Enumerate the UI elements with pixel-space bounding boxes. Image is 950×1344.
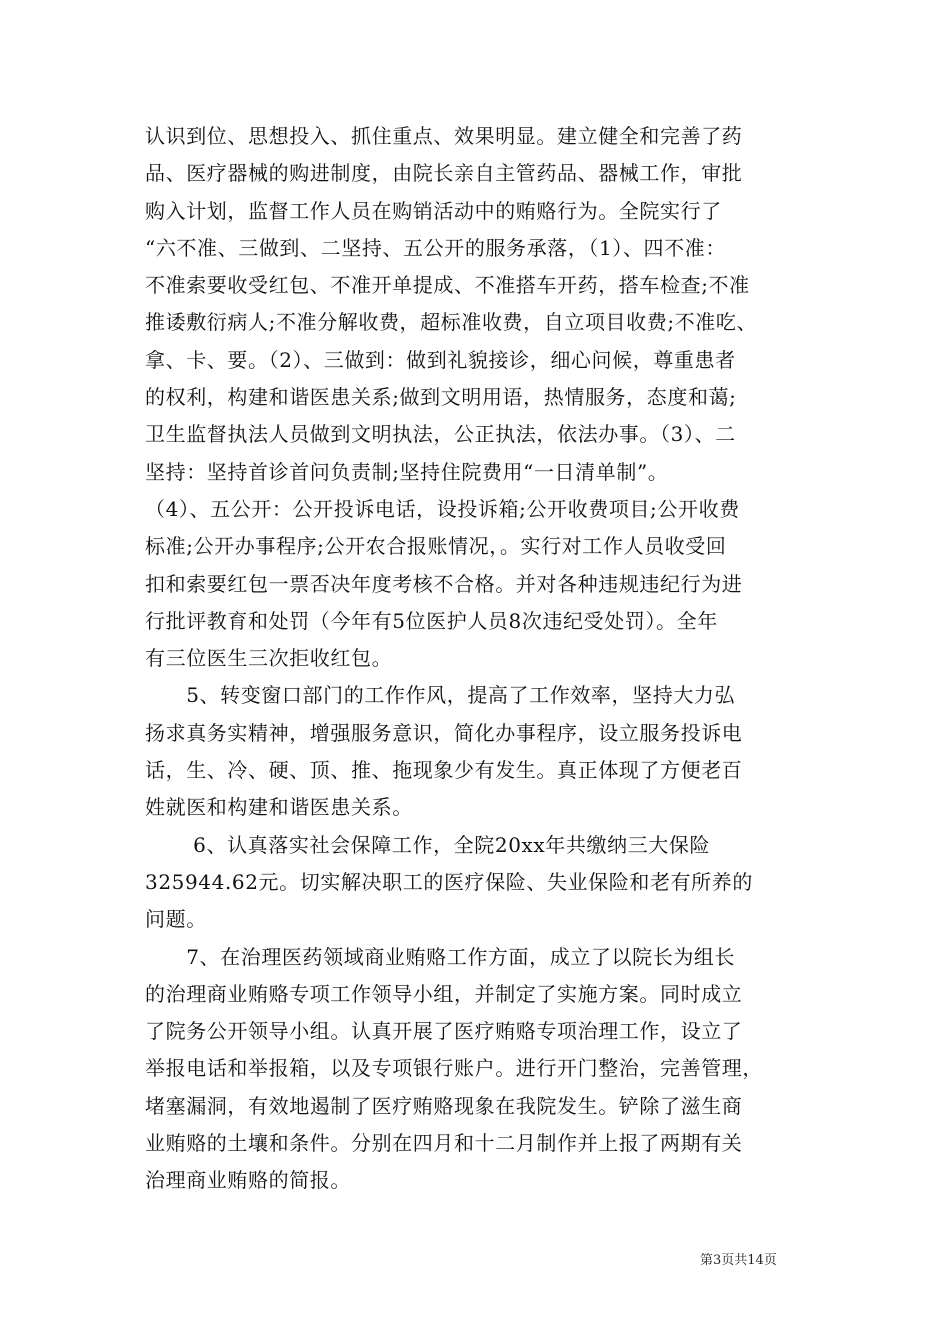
text-line: 行批评教育和处罚（今年有5位医护人员8次违纪受处罚）。全年 — [145, 608, 718, 633]
text-line: 坚持：坚持首诊首问负责制;坚持住院费用“一日清单制”。 — [145, 459, 669, 484]
text-line: 举报电话和举报箱，以及专项银行账户。进行开门整治，完善管理， — [145, 1056, 763, 1081]
text-line: 有三位医生三次拒收红包。 — [145, 646, 393, 671]
text-line: 不准索要收受红包、不准开单提成、不准搭车开药，搭车检查;不准 — [145, 273, 750, 298]
body-text — [145, 118, 810, 1200]
text-line: 购入计划，监督工作人员在购销活动中的贿赂行为。全院实行了 — [145, 198, 722, 223]
text-line: 6、认真落实社会保障工作，全院20xx年共缴纳三大保险 — [145, 832, 711, 857]
text-line: 业贿赂的土壤和条件。分别在四月和十二月制作并上报了两期有关 — [145, 1131, 743, 1156]
text-line: 325944.62元。切实解决职工的医疗保险、失业保险和老有所养的 — [145, 869, 753, 894]
text-line: 的治理商业贿赂专项工作领导小组，并制定了实施方案。同时成立 — [145, 981, 743, 1006]
text-line: 扬求真务实精神，增强服务意识，简化办事程序，设立服务投诉电 — [145, 720, 743, 745]
text-line: 姓就医和构建和谐医患关系。 — [145, 795, 413, 820]
text-line: 品、医疗器械的购进制度，由院长亲自主管药品、器械工作，审批 — [145, 161, 743, 186]
text-line: 卫生监督执法人员做到文明执法，公正执法，依法办事。（3）、二 — [145, 422, 736, 447]
text-line: 标准;公开办事程序;公开农合报账情况，。实行对工作人员收受回 — [145, 534, 727, 559]
text-line: “六不准、三做到、二坚持、五公开的服务承落，（1）、四不准： — [145, 235, 726, 260]
text-line: 拿、卡、要。（2）、三做到：做到礼貌接诊，细心问候，尊重患者 — [145, 347, 736, 372]
text-line: 堵塞漏洞，有效地遏制了医疗贿赂现象在我院发生。铲除了滋生商 — [145, 1093, 743, 1118]
text-line: 问题。 — [145, 907, 207, 932]
page-footer: 第3页共14页 — [700, 1253, 777, 1268]
text-line: 5、转变窗口部门的工作作风，提高了工作效率，坚持大力弘 — [145, 683, 736, 708]
text-line: 扣和索要红包一票否决年度考核不合格。并对各种违规违纪行为进 — [145, 571, 743, 596]
text-line: 推诿敷衍病人;不准分解收费，超标准收费，自立项目收费;不准吃、 — [145, 310, 758, 335]
text-line: 了院务公开领导小组。认真开展了医疗贿赂专项治理工作，设立了 — [145, 1019, 743, 1044]
text-line: （4）、五公开：公开投诉电话，设投诉箱;公开收费项目;公开收费 — [145, 496, 740, 521]
text-line: 话，生、冷、硬、顶、推、拖现象少有发生。真正体现了方便老百 — [145, 758, 743, 783]
text-line: 治理商业贿赂的简报。 — [145, 1168, 351, 1193]
text-line: 7、在治理医药领域商业贿赂工作方面，成立了以院长为组长 — [145, 944, 736, 969]
text-line: 认识到位、思想投入、抓住重点、效果明显。建立健全和完善了药 — [145, 124, 743, 148]
text-line: 的权利，构建和谐医患关系;做到文明用语，热情服务，态度和蔼; — [145, 385, 737, 410]
